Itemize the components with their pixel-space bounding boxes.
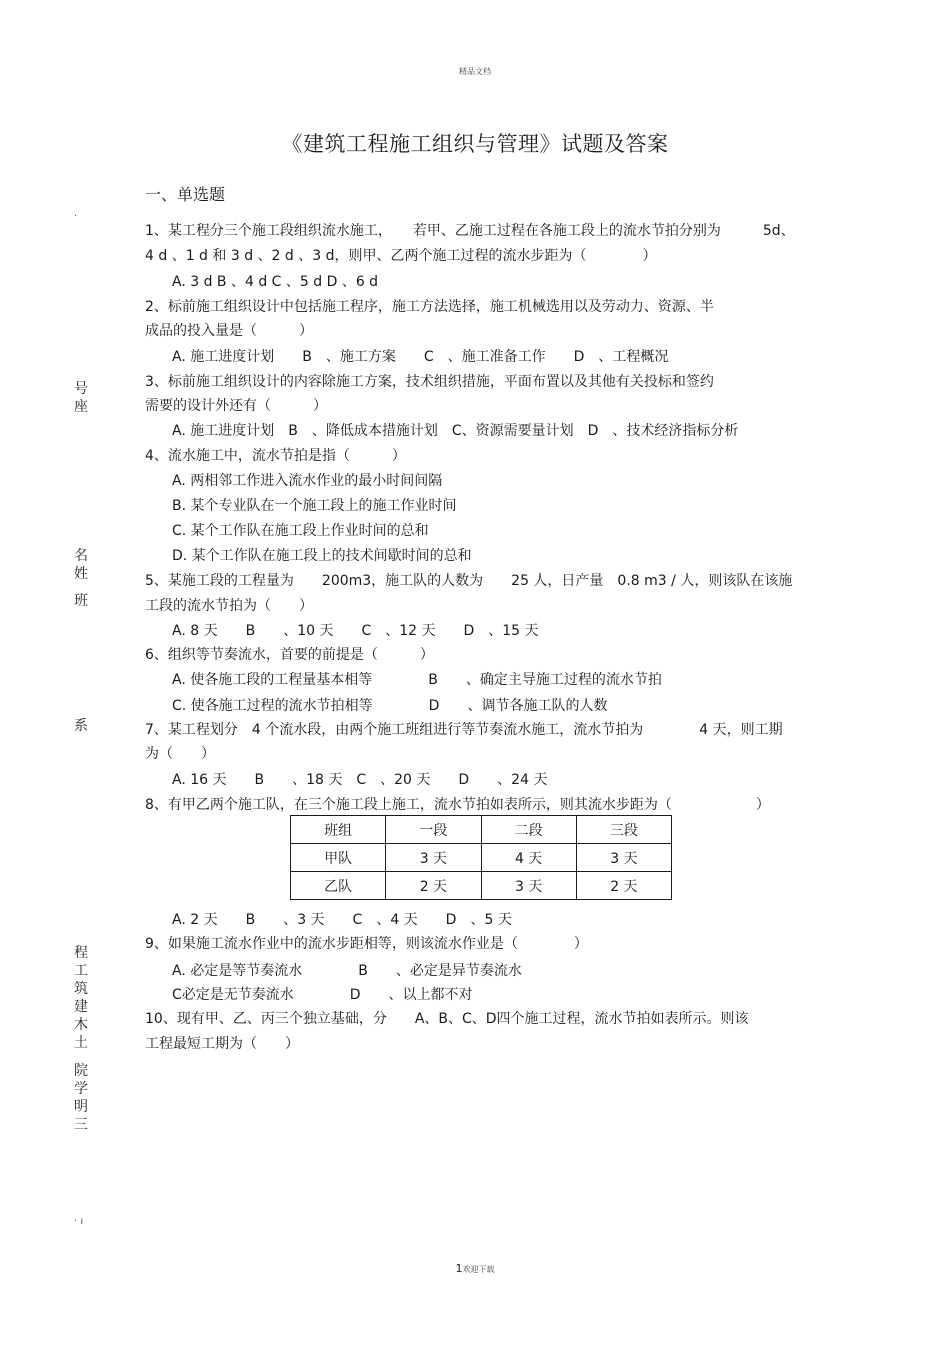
question-4-line-1: 4、流水施工中，流水节拍是指（ ） bbox=[145, 448, 406, 464]
table-header-cell: 二段 bbox=[481, 816, 576, 844]
question-3-line-1: 3、标前施工组织设计的内容除施工方案，技术组织措施，平面布置以及其他有关投标和签约 bbox=[145, 374, 714, 390]
table-cell: 2 天 bbox=[386, 872, 481, 900]
margin-label-class: 班 bbox=[74, 593, 88, 609]
question-7-line-1: 7、某工程划分 4 个流水段，由两个施工班组进行等节奏流水施工，流水节拍为 4 天，则工期 bbox=[145, 722, 783, 738]
table-cell: 3 天 bbox=[576, 844, 671, 872]
margin-label-seat: 号座 bbox=[74, 381, 88, 415]
table-cell: 4 天 bbox=[481, 844, 576, 872]
table-header-cell: 班组 bbox=[291, 816, 386, 844]
page-footer bbox=[0, 1262, 950, 1275]
question-3-options: A. 施工进度计划 B 、降低成本措施计划 C、资源需要量计划 D 、技术经济指标分析 bbox=[172, 423, 739, 439]
question-2-options: A. 施工进度计划 B 、施工方案 C 、施工准备工作 D 、工程概况 bbox=[172, 349, 669, 365]
table-row bbox=[291, 844, 672, 872]
question-10-line-1: 10、现有甲、乙、丙三个独立基础，分 A、B、C、D四个施工过程，流水节拍如表所示。则该 bbox=[145, 1011, 749, 1027]
page-number: 1 bbox=[455, 1262, 463, 1275]
question-9-line-1: 9、如果施工流水作业中的流水步距相等，则该流水作业是（ ） bbox=[145, 936, 588, 952]
question-4-option-a: A. 两相邻工作进入流水作业的最小时间间隔 bbox=[172, 473, 443, 489]
step-table bbox=[290, 815, 672, 900]
question-5-options: A. 8 天 B 、10 天 C 、12 天 D 、15 天 bbox=[172, 623, 539, 639]
page-header: 精品文档 bbox=[459, 67, 491, 76]
footer-text: 欢迎下载 bbox=[462, 1265, 495, 1274]
table-cell: 3 天 bbox=[481, 872, 576, 900]
table-cell: 乙队 bbox=[291, 872, 386, 900]
question-8-line-1: 8、有甲乙两个施工队，在三个施工段上施工，流水节拍如表所示，则其流水步距为（ ） bbox=[145, 797, 770, 813]
question-4-option-d: D. 某个工作队在施工段上的技术间歇时间的总和 bbox=[172, 548, 472, 564]
question-1-options: A. 3 d B 、4 d C 、5 d D 、6 d bbox=[172, 274, 379, 290]
table-cell: 甲队 bbox=[291, 844, 386, 872]
margin-label-dept: 系 bbox=[74, 718, 88, 734]
question-6-options-2: C. 使各施工过程的流水节拍相等 D 、调节各施工队的人数 bbox=[172, 698, 608, 714]
table-header-row bbox=[291, 816, 672, 844]
table-cell: 3 天 bbox=[386, 844, 481, 872]
question-6-line-1: 6、组织等节奏流水，首要的前提是（ ） bbox=[145, 647, 434, 663]
margin-dot: . bbox=[74, 208, 78, 219]
question-8-options: A. 2 天 B 、3 天 C 、4 天 D 、5 天 bbox=[172, 912, 512, 928]
question-4-option-b: B. 某个专业队在一个施工段上的施工作业时间 bbox=[172, 498, 457, 514]
question-7-line-2: 为（ ） bbox=[145, 746, 215, 762]
question-4-option-c: C. 某个工作队在施工段上作业时间的总和 bbox=[172, 523, 429, 539]
margin-label-name: 名姓 bbox=[74, 548, 88, 582]
question-5-line-1: 5、某施工段的工程量为 200m3，施工队的人数为 25 人，日产量 0.8 m3 / 人，则该队在该施 bbox=[145, 573, 793, 589]
question-1-line-2: 4 d 、1 d 和 3 d 、2 d 、3 d，则甲、乙两个施工过程的流水步距为（ ） bbox=[145, 248, 657, 264]
margin-label-major: 程工筑建木土 bbox=[74, 945, 88, 1051]
table-header-cell: 三段 bbox=[576, 816, 671, 844]
question-7-options: A. 16 天 B 、18 天 C 、20 天 D 、24 天 bbox=[172, 772, 548, 788]
table-row bbox=[291, 872, 672, 900]
document-title: 《建筑工程施工组织与管理》试题及答案 bbox=[281, 132, 669, 156]
question-2-line-2: 成品的投入量是（ ） bbox=[145, 323, 313, 339]
section-heading: 一、单选题 bbox=[145, 185, 226, 204]
question-2-line-1: 2、标前施工组织设计中包括施工程序，施工方法选择，施工机械选用以及劳动力、资源、半 bbox=[145, 299, 714, 315]
question-3-line-2: 需要的设计外还有（ ） bbox=[145, 398, 327, 414]
table-cell: 2 天 bbox=[576, 872, 671, 900]
question-6-options-1: A. 使各施工段的工程量基本相等 B 、确定主导施工过程的流水节拍 bbox=[172, 672, 662, 688]
question-5-line-2: 工段的流水节拍为（ ） bbox=[145, 598, 313, 614]
question-1-line-1: 1、某工程分三个施工段组织流水施工， 若甲、乙施工过程在各施工段上的流水节拍分别为 5d、 bbox=[145, 223, 795, 239]
question-10-line-2: 工程最短工期为（ ） bbox=[145, 1036, 299, 1052]
table-header-cell: 一段 bbox=[386, 816, 481, 844]
question-9-options-1: A. 必定是等节奏流水 B 、必定是异节奏流水 bbox=[172, 963, 522, 979]
margin-dot: · ı bbox=[74, 1216, 84, 1227]
question-9-options-2: C必定是无节奏流水 D 、以上都不对 bbox=[172, 987, 473, 1003]
margin-label-school: 院学明三 bbox=[74, 1063, 88, 1133]
